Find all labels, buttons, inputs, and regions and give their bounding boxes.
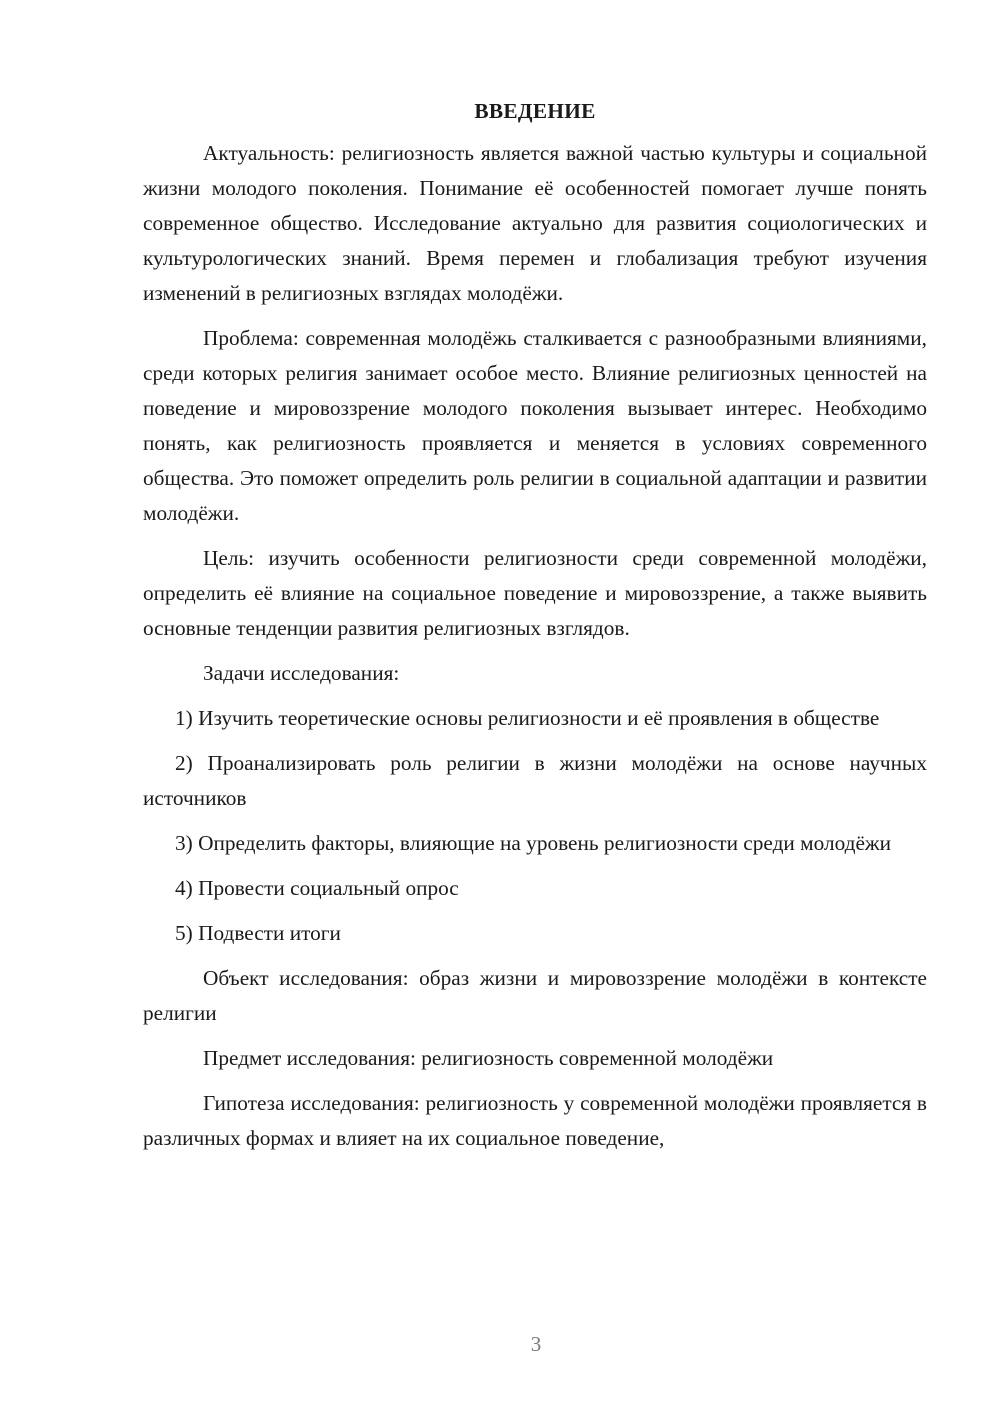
task-item-3: 3) Определить факторы, влияющие на уровень религиозности среди молодёжи [175, 831, 892, 855]
paragraph-object: Объект исследования: образ жизни и мировоззрение молодёжи в контексте религии [143, 966, 927, 1025]
tasks-heading: Задачи исследования: [203, 661, 400, 685]
page-content [143, 96, 927, 1166]
task-item-4: 4) Провести социальный опрос [175, 876, 459, 900]
paragraph-relevance: Актуальность: религиозность является важной частью культуры и социальной жизни молодого поколения. Понимание её особенностей помогает лучше понять современное общество. Исследование актуально для развития социологических и культурологических знаний. Время перемен и глобализация требуют изучения изменений в религиозных взглядах молодёжи. [143, 141, 927, 305]
page-number: 3 [530, 1332, 542, 1356]
task-item-5: 5) Подвести итоги [175, 921, 341, 945]
task-item-2: 2) Проанализировать роль религии в жизни молодёжи на основе научных источников [143, 751, 927, 810]
paragraph-goal: Цель: изучить особенности религиозности среди современной молодёжи, определить её влияние на социальное поведение и мировоззрение, а также выявить основные тенденции развития религиозных взглядов. [143, 546, 927, 640]
paragraph-hypothesis: Гипотеза исследования: религиозность у современной молодёжи проявляется в различных формах и влияет на их социальное поведение, [143, 1091, 927, 1150]
section-heading: ВВЕДЕНИЕ [474, 99, 596, 123]
task-item-1: 1) Изучить теоретические основы религиозности и её проявления в обществе [175, 706, 880, 730]
paragraph-problem: Проблема: современная молодёжь сталкивается с разнообразными влияниями, среди которых религия занимает особое место. Влияние религиозных ценностей на поведение и мировоззрение молодого поколения вызывает интерес. Необходимо понять, как религиозность проявляется и меняется в условиях современного общества. Это поможет определить роль религии в социальной адаптации и развитии молодёжи. [143, 326, 927, 525]
paragraph-subject: Предмет исследования: религиозность современной молодёжи [203, 1046, 774, 1070]
